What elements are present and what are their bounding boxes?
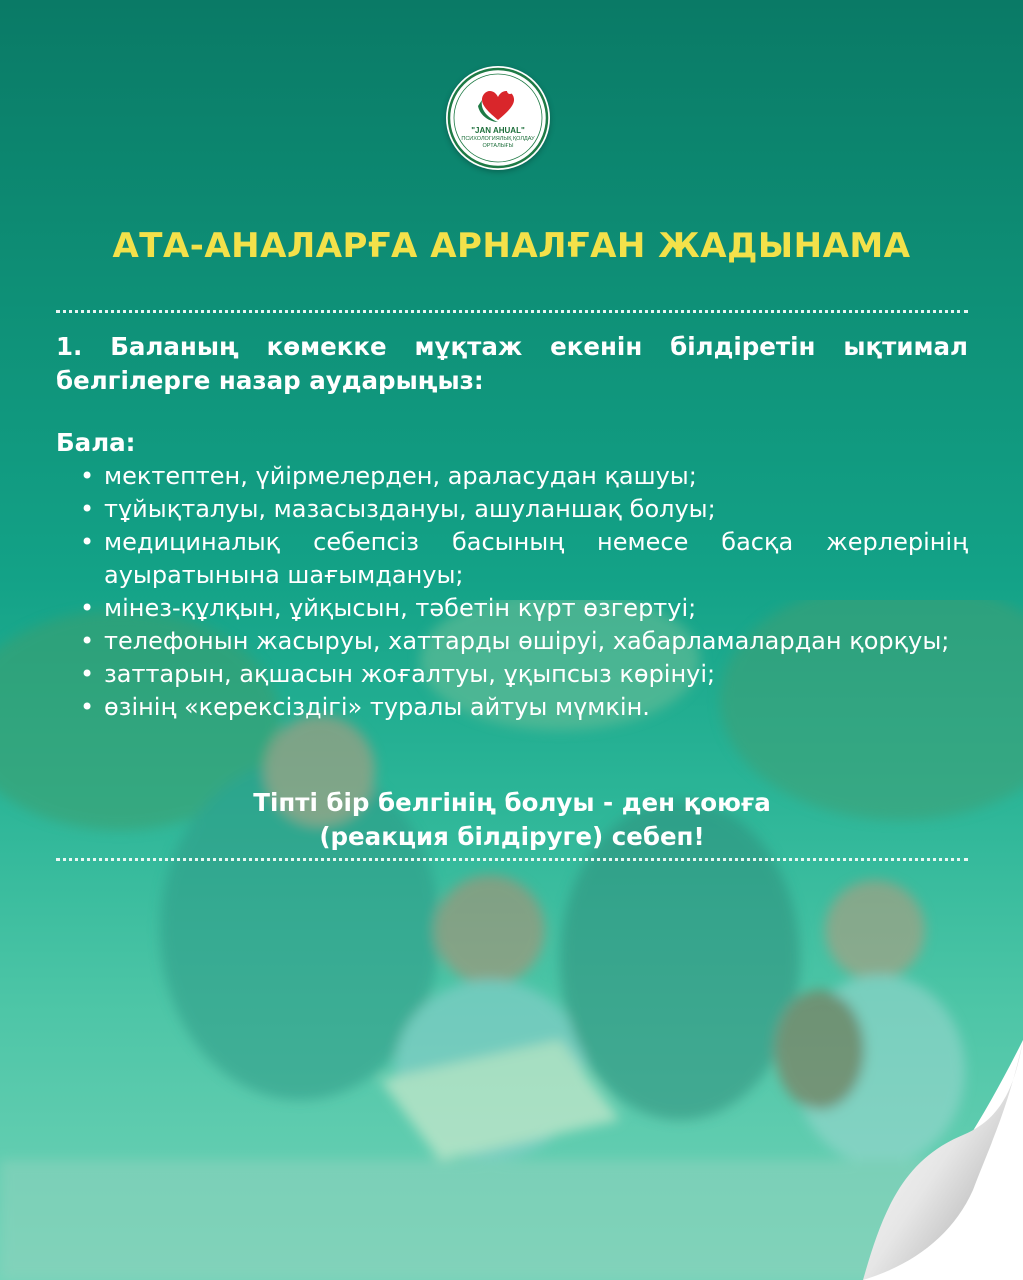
list-item: • тұйықталуы, мазасыздануы, ашуланшақ болуы; (56, 493, 968, 526)
dotted-divider-bottom (56, 858, 968, 861)
bullet-icon: • (80, 462, 95, 490)
closing-note-line2: (реакция білдіруге) себеп! (319, 822, 705, 851)
list-item: • мектептен, үйірмелерден, араласудан қашуы; (56, 460, 968, 493)
bullet-icon: • (80, 594, 95, 622)
page-title: АТА-АНАЛАРҒА АРНАЛҒАН ЖАДЫНАМА (112, 226, 911, 266)
list-item: • телефонын жасыруы, хаттарды өшіруі, хабарламалардан қорқуы; (56, 625, 968, 658)
logo-name: "JAN AHUAL" (471, 126, 525, 135)
bullet-icon: • (80, 627, 95, 655)
page-curl-icon (823, 1040, 1023, 1280)
bullet-icon: • (80, 660, 95, 688)
child-label: Бала: (56, 428, 136, 457)
dotted-divider-top (56, 310, 968, 313)
bullet-icon: • (80, 693, 95, 721)
bullet-icon: • (80, 495, 95, 523)
signs-list (56, 460, 968, 724)
logo-subtitle: ПСИХОЛОГИЯЛЫҚ ҚОЛДАУ ОРТАЛЫҒЫ (461, 136, 535, 149)
organization-logo (446, 66, 550, 170)
bullet-icon: • (80, 528, 95, 556)
list-item: • өзінің «керексіздігі» туралы айтуы мүмкін. (56, 691, 968, 724)
closing-note (56, 786, 968, 854)
list-item: • медициналық себепсіз басының немесе басқа жерлерінің ауыратынына шағымдануы; (80, 528, 968, 589)
list-item: • заттарын, ақшасын жоғалтуы, ұқыпсыз көрінуі; (56, 658, 968, 691)
list-item: • мінез-құлқын, ұйқысын, тәбетін күрт өзгертуі; (56, 592, 968, 625)
heart-hands-icon (446, 66, 550, 170)
closing-note-line1: Тіпті бір белгінің болуы - ден қоюға (253, 788, 771, 817)
section-heading: 1. Баланың көмекке мұқтаж екенін білдіретін ықтимал белгілерге назар аударыңыз: (56, 332, 968, 395)
